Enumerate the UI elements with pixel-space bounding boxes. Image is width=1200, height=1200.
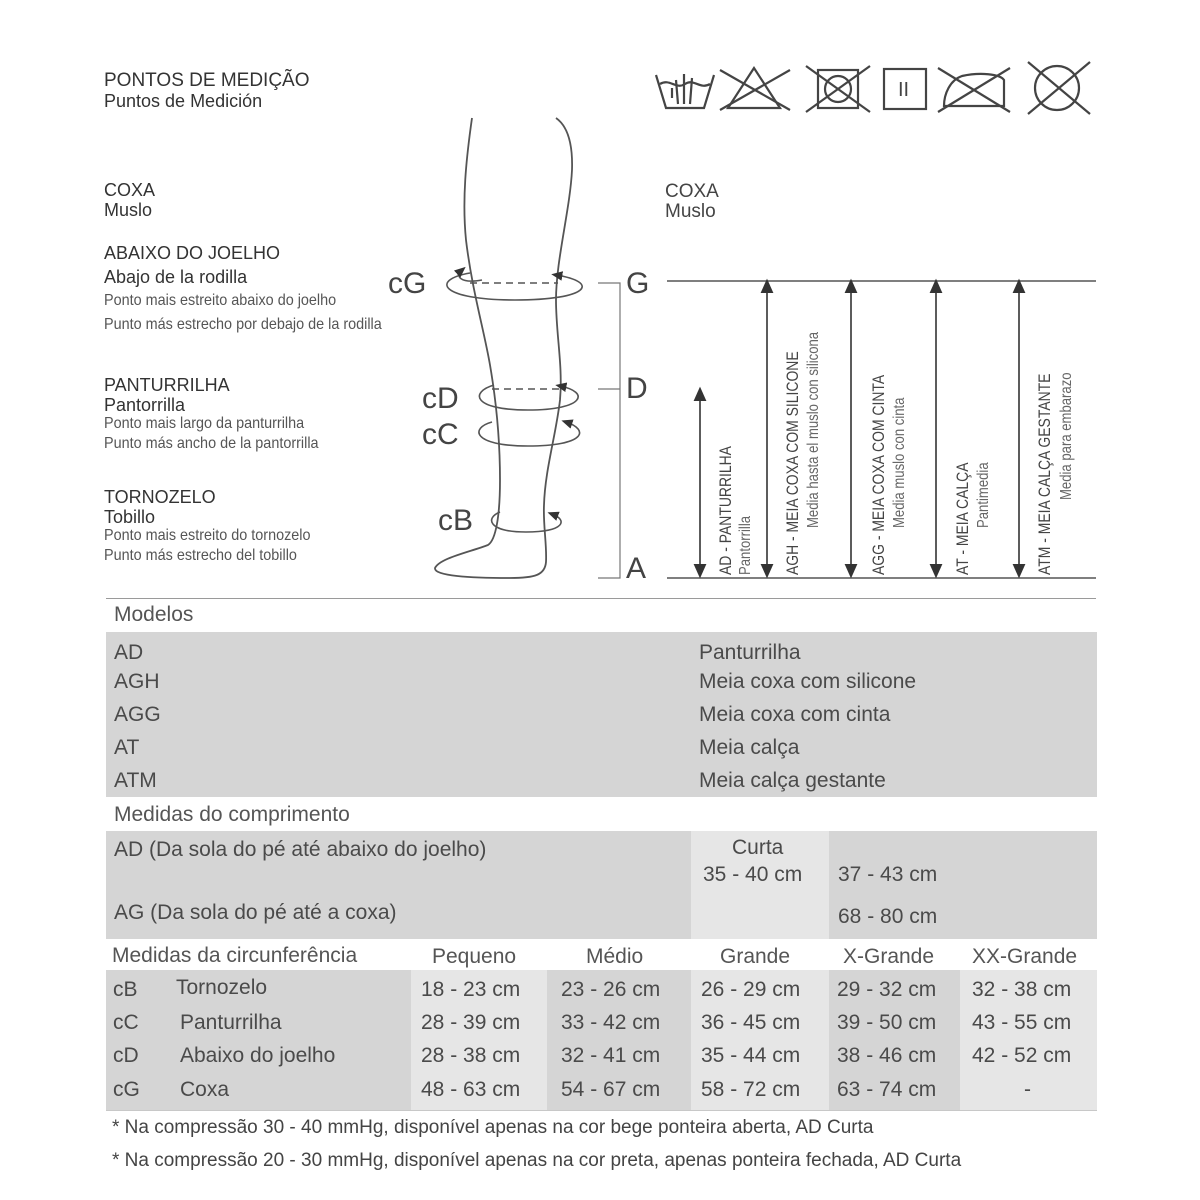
knee-desc-pt: Ponto mais estreito abaixo do joelho bbox=[104, 292, 337, 309]
right-thigh-pt: COXA bbox=[665, 181, 719, 202]
thigh-label-es: Muslo bbox=[104, 200, 153, 220]
model-code-atm: ATM bbox=[114, 769, 157, 792]
circ-name-cb: Tornozelo bbox=[176, 976, 268, 999]
a-level-label: A bbox=[626, 552, 647, 585]
circ-cc-pequeno: 28 - 39 cm bbox=[421, 1011, 521, 1034]
circ-cg-pequeno: 48 - 63 cm bbox=[421, 1078, 521, 1101]
agh-arrow-sublabel: Media hasta el muslo con silicona bbox=[804, 331, 823, 528]
agg-arrow-sublabel: Media muslo con cinta bbox=[890, 397, 909, 528]
length-ad-value: 37 - 43 cm bbox=[838, 863, 938, 886]
circ-cd-medio: 32 - 41 cm bbox=[561, 1044, 661, 1067]
circ-cd-xgrande: 38 - 46 cm bbox=[837, 1044, 937, 1067]
circ-cc-xxgrande: 43 - 55 cm bbox=[972, 1011, 1072, 1034]
calf-desc-pt: Ponto mais largo da panturrilha bbox=[104, 415, 305, 432]
table-bottom-line bbox=[106, 1110, 1097, 1111]
atm-arrow-label: ATM - MEIA CALÇA GESTANTE bbox=[1035, 373, 1055, 575]
cg-label: cG bbox=[388, 267, 427, 300]
right-thigh-es: Muslo bbox=[665, 201, 716, 222]
d-level-label: D bbox=[626, 372, 648, 405]
care-icons bbox=[656, 62, 1090, 114]
agh-arrow-label: AGH - MEIA COXA COM SILICONE bbox=[783, 351, 803, 575]
model-code-agg: AGG bbox=[114, 703, 161, 726]
model-code-at: AT bbox=[114, 736, 140, 759]
section-divider bbox=[106, 598, 1096, 599]
length-short-value: 35 - 40 cm bbox=[703, 863, 803, 886]
ad-arrow-label: AD - PANTURRILHA bbox=[716, 446, 736, 575]
g-level-label: G bbox=[626, 267, 650, 300]
size-header-grande: Grande bbox=[720, 945, 791, 968]
atm-arrow-sublabel: Media para embarazo bbox=[1057, 372, 1076, 500]
ad-arrow-sublabel: Pantorrilla bbox=[736, 515, 755, 575]
agg-arrow-label: AGG - MEIA COXA COM CINTA bbox=[869, 374, 889, 575]
cg-ellipse bbox=[447, 273, 582, 300]
calf-label-pt: PANTURRILHA bbox=[104, 375, 230, 395]
cd-label: cD bbox=[422, 382, 459, 415]
size-header-xgrande: X-Grande bbox=[843, 945, 935, 968]
circ-cb-pequeno: 18 - 23 cm bbox=[421, 978, 521, 1001]
circ-cd-xxgrande: 42 - 52 cm bbox=[972, 1044, 1072, 1067]
circ-cd-grande: 35 - 44 cm bbox=[701, 1044, 801, 1067]
model-name-agg: Meia coxa com cinta bbox=[699, 703, 891, 726]
at-arrow-label: AT - MEIA CALÇA bbox=[953, 462, 973, 575]
ankle-desc-es: Punto más estrecho del tobillo bbox=[104, 547, 297, 564]
size-header-xxgrande: XX-Grande bbox=[972, 945, 1078, 968]
ankle-desc-pt: Ponto mais estreito do tornozelo bbox=[104, 527, 311, 544]
model-name-ad: Panturrilha bbox=[699, 641, 801, 664]
size-header-pequeno: Pequeno bbox=[432, 945, 517, 968]
circ-cc-xgrande: 39 - 50 cm bbox=[837, 1011, 937, 1034]
footnote-1: * Na compressão 30 - 40 mmHg, disponível apenas na cor bege ponteira aberta, AD Curta bbox=[112, 1117, 874, 1138]
hand-wash-icon bbox=[656, 74, 714, 108]
knee-label-es: Abajo de la rodilla bbox=[104, 267, 248, 287]
model-name-at: Meia calça bbox=[699, 736, 800, 759]
cc-ellipse bbox=[479, 422, 580, 446]
circ-code-cd: cD bbox=[113, 1044, 139, 1067]
model-code-agh: AGH bbox=[114, 670, 160, 693]
circ-cb-xgrande: 29 - 32 cm bbox=[837, 978, 937, 1001]
circ-code-cb: cB bbox=[113, 978, 138, 1001]
points-title-pt: PONTOS DE MEDIÇÃO bbox=[104, 70, 310, 91]
circ-code-cg: cG bbox=[113, 1078, 140, 1101]
circ-code-cc: cC bbox=[113, 1011, 139, 1034]
no-iron-icon bbox=[938, 68, 1010, 112]
circ-cc-grande: 36 - 45 cm bbox=[701, 1011, 801, 1034]
circ-cb-xxgrande: 32 - 38 cm bbox=[972, 978, 1072, 1001]
circ-cc-medio: 33 - 42 cm bbox=[561, 1011, 661, 1034]
circ-cg-grande: 58 - 72 cm bbox=[701, 1078, 801, 1101]
models-table bbox=[106, 632, 1097, 797]
cc-label: cC bbox=[422, 418, 459, 451]
length-short-label: Curta bbox=[732, 836, 784, 859]
models-heading: Modelos bbox=[114, 603, 194, 626]
circ-cg-xgrande: 63 - 74 cm bbox=[837, 1078, 937, 1101]
circ-name-cc: Panturrilha bbox=[180, 1011, 282, 1034]
no-bleach-icon bbox=[720, 68, 790, 110]
circ-name-cd: Abaixo do joelho bbox=[180, 1044, 336, 1067]
circ-cg-medio: 54 - 67 cm bbox=[561, 1078, 661, 1101]
cb-label: cB bbox=[438, 504, 474, 537]
thigh-label-pt: COXA bbox=[104, 180, 156, 200]
size-header-medio: Médio bbox=[586, 945, 644, 968]
ankle-label-pt: TORNOZELO bbox=[104, 487, 216, 507]
length-ag-value: 68 - 80 cm bbox=[838, 905, 938, 928]
knee-desc-es: Punto más estrecho por debajo de la rodilla bbox=[104, 316, 382, 333]
circ-name-cg: Coxa bbox=[180, 1078, 230, 1101]
no-dry-clean-icon bbox=[1028, 62, 1090, 114]
length-ad-label: AD (Da sola do pé até abaixo do joelho) bbox=[114, 838, 487, 861]
model-name-agh: Meia coxa com silicone bbox=[699, 670, 917, 693]
circ-cd-pequeno: 28 - 38 cm bbox=[421, 1044, 521, 1067]
line-dry-text: II bbox=[898, 79, 910, 101]
circ-cb-medio: 23 - 26 cm bbox=[561, 978, 661, 1001]
footnote-2: * Na compressão 20 - 30 mmHg, disponível apenas na cor preta, apenas ponteira fechada, AD Curta bbox=[112, 1150, 962, 1171]
length-heading: Medidas do comprimento bbox=[114, 803, 350, 826]
model-name-atm: Meia calça gestante bbox=[699, 769, 886, 792]
circ-cg-xxgrande: - bbox=[1024, 1078, 1031, 1101]
knee-label-pt: ABAIXO DO JOELHO bbox=[104, 243, 281, 263]
length-ag-label: AG (Da sola do pé até a coxa) bbox=[114, 901, 397, 924]
points-title-es: Puntos de Medición bbox=[104, 91, 263, 111]
calf-desc-es: Punto más ancho de la pantorrilla bbox=[104, 435, 319, 452]
at-arrow-sublabel: Pantimedia bbox=[974, 462, 993, 528]
height-bracket bbox=[598, 283, 620, 578]
ankle-label-es: Tobillo bbox=[104, 507, 156, 527]
model-code-ad: AD bbox=[114, 641, 144, 664]
cb-ellipse bbox=[492, 512, 562, 532]
circ-cb-grande: 26 - 29 cm bbox=[701, 978, 801, 1001]
calf-label-es: Pantorrilla bbox=[104, 395, 186, 415]
circumference-heading: Medidas da circunferência bbox=[112, 944, 358, 967]
no-tumble-dry-icon bbox=[806, 66, 870, 112]
